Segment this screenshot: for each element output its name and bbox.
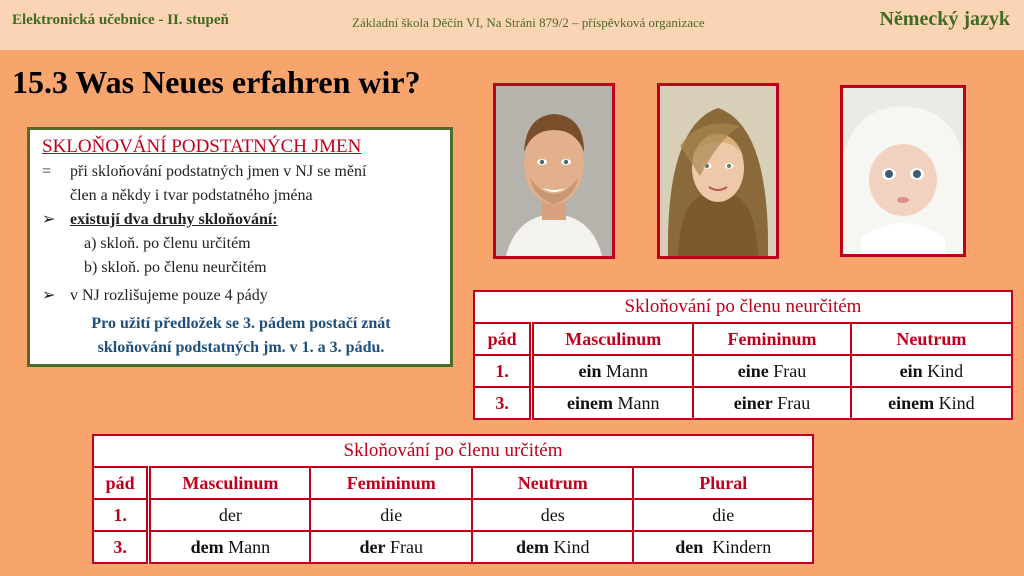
arrow-bullet-icon: ➢ [42,287,56,304]
table-row [93,531,813,563]
table-cell: einem Mann [532,387,693,419]
column-header: pád [474,323,532,355]
case-cell: 3. [93,531,149,563]
equals-marker: = [42,163,52,180]
table-row [474,355,1012,387]
info-line: ➢ existují dva druhy skloňování: [42,208,440,232]
column-header: Masculinum [149,467,311,499]
table-cell: der Frau [310,531,472,563]
man-portrait-icon [496,86,612,256]
baby-photo [840,85,966,257]
header-bar [0,0,1024,50]
table-cell: den Kindern [633,531,813,563]
info-line: ➢ v NJ rozlišujeme pouze 4 pády [42,284,440,308]
woman-portrait-icon [660,86,776,256]
case-cell: 3. [474,387,532,419]
table-row [93,499,813,531]
man-photo [493,83,615,259]
table-cell: dem Kind [472,531,633,563]
table-cell: einer Frau [693,387,850,419]
header-school-name: Základní škola Děčín VI, Na Stráni 879/2 – příspěvková organizace [352,15,705,30]
info-line: b) skloň. po členu neurčitém [84,259,267,276]
info-line: člen a někdy i tvar podstatného jména [70,187,313,204]
column-header: Neutrum [472,467,633,499]
table-cell: der [149,499,311,531]
column-header: pád [93,467,149,499]
table-title: Skloňování po členu určitém [93,435,813,467]
info-line: a) skloň. po členu určitém [84,235,251,252]
table-cell: einem Kind [851,387,1012,419]
table-row [474,387,1012,419]
header-textbook-label: Elektronická učebnice - II. stupeň [12,12,229,28]
table-cell: dem Mann [149,531,311,563]
table-cell: ein Mann [532,355,693,387]
case-cell: 1. [474,355,532,387]
indefinite-declension-table [473,290,1013,420]
column-header: Neutrum [851,323,1012,355]
column-header: Femininum [693,323,850,355]
info-heading: SKLOŇOVÁNÍ PODSTATNÝCH JMEN [42,136,362,157]
table-cell: die [310,499,472,531]
column-header: Masculinum [532,323,693,355]
table-cell: die [633,499,813,531]
arrow-bullet-icon: ➢ [42,211,56,228]
woman-photo [657,83,779,259]
column-header: Plural [633,467,813,499]
info-line: = při skloňování podstatných jmen v NJ se mění [42,160,440,184]
info-note: Pro užití předložek se 3. pádem postačí znát skloňování podstatných jm. v 1. a 3. pádu. [91,315,391,356]
baby-portrait-icon [843,88,963,254]
header-subject: Německý jazyk [879,8,1010,30]
column-header: Femininum [310,467,472,499]
table-cell: ein Kind [851,355,1012,387]
definite-declension-table [92,434,814,564]
page-title: 15.3 Was Neues erfahren wir? [12,64,421,100]
table-title: Skloňování po členu neurčitém [474,291,1012,323]
case-cell: 1. [93,499,149,531]
table-cell: des [472,499,633,531]
grammar-info-box [27,127,453,367]
table-cell: eine Frau [693,355,850,387]
